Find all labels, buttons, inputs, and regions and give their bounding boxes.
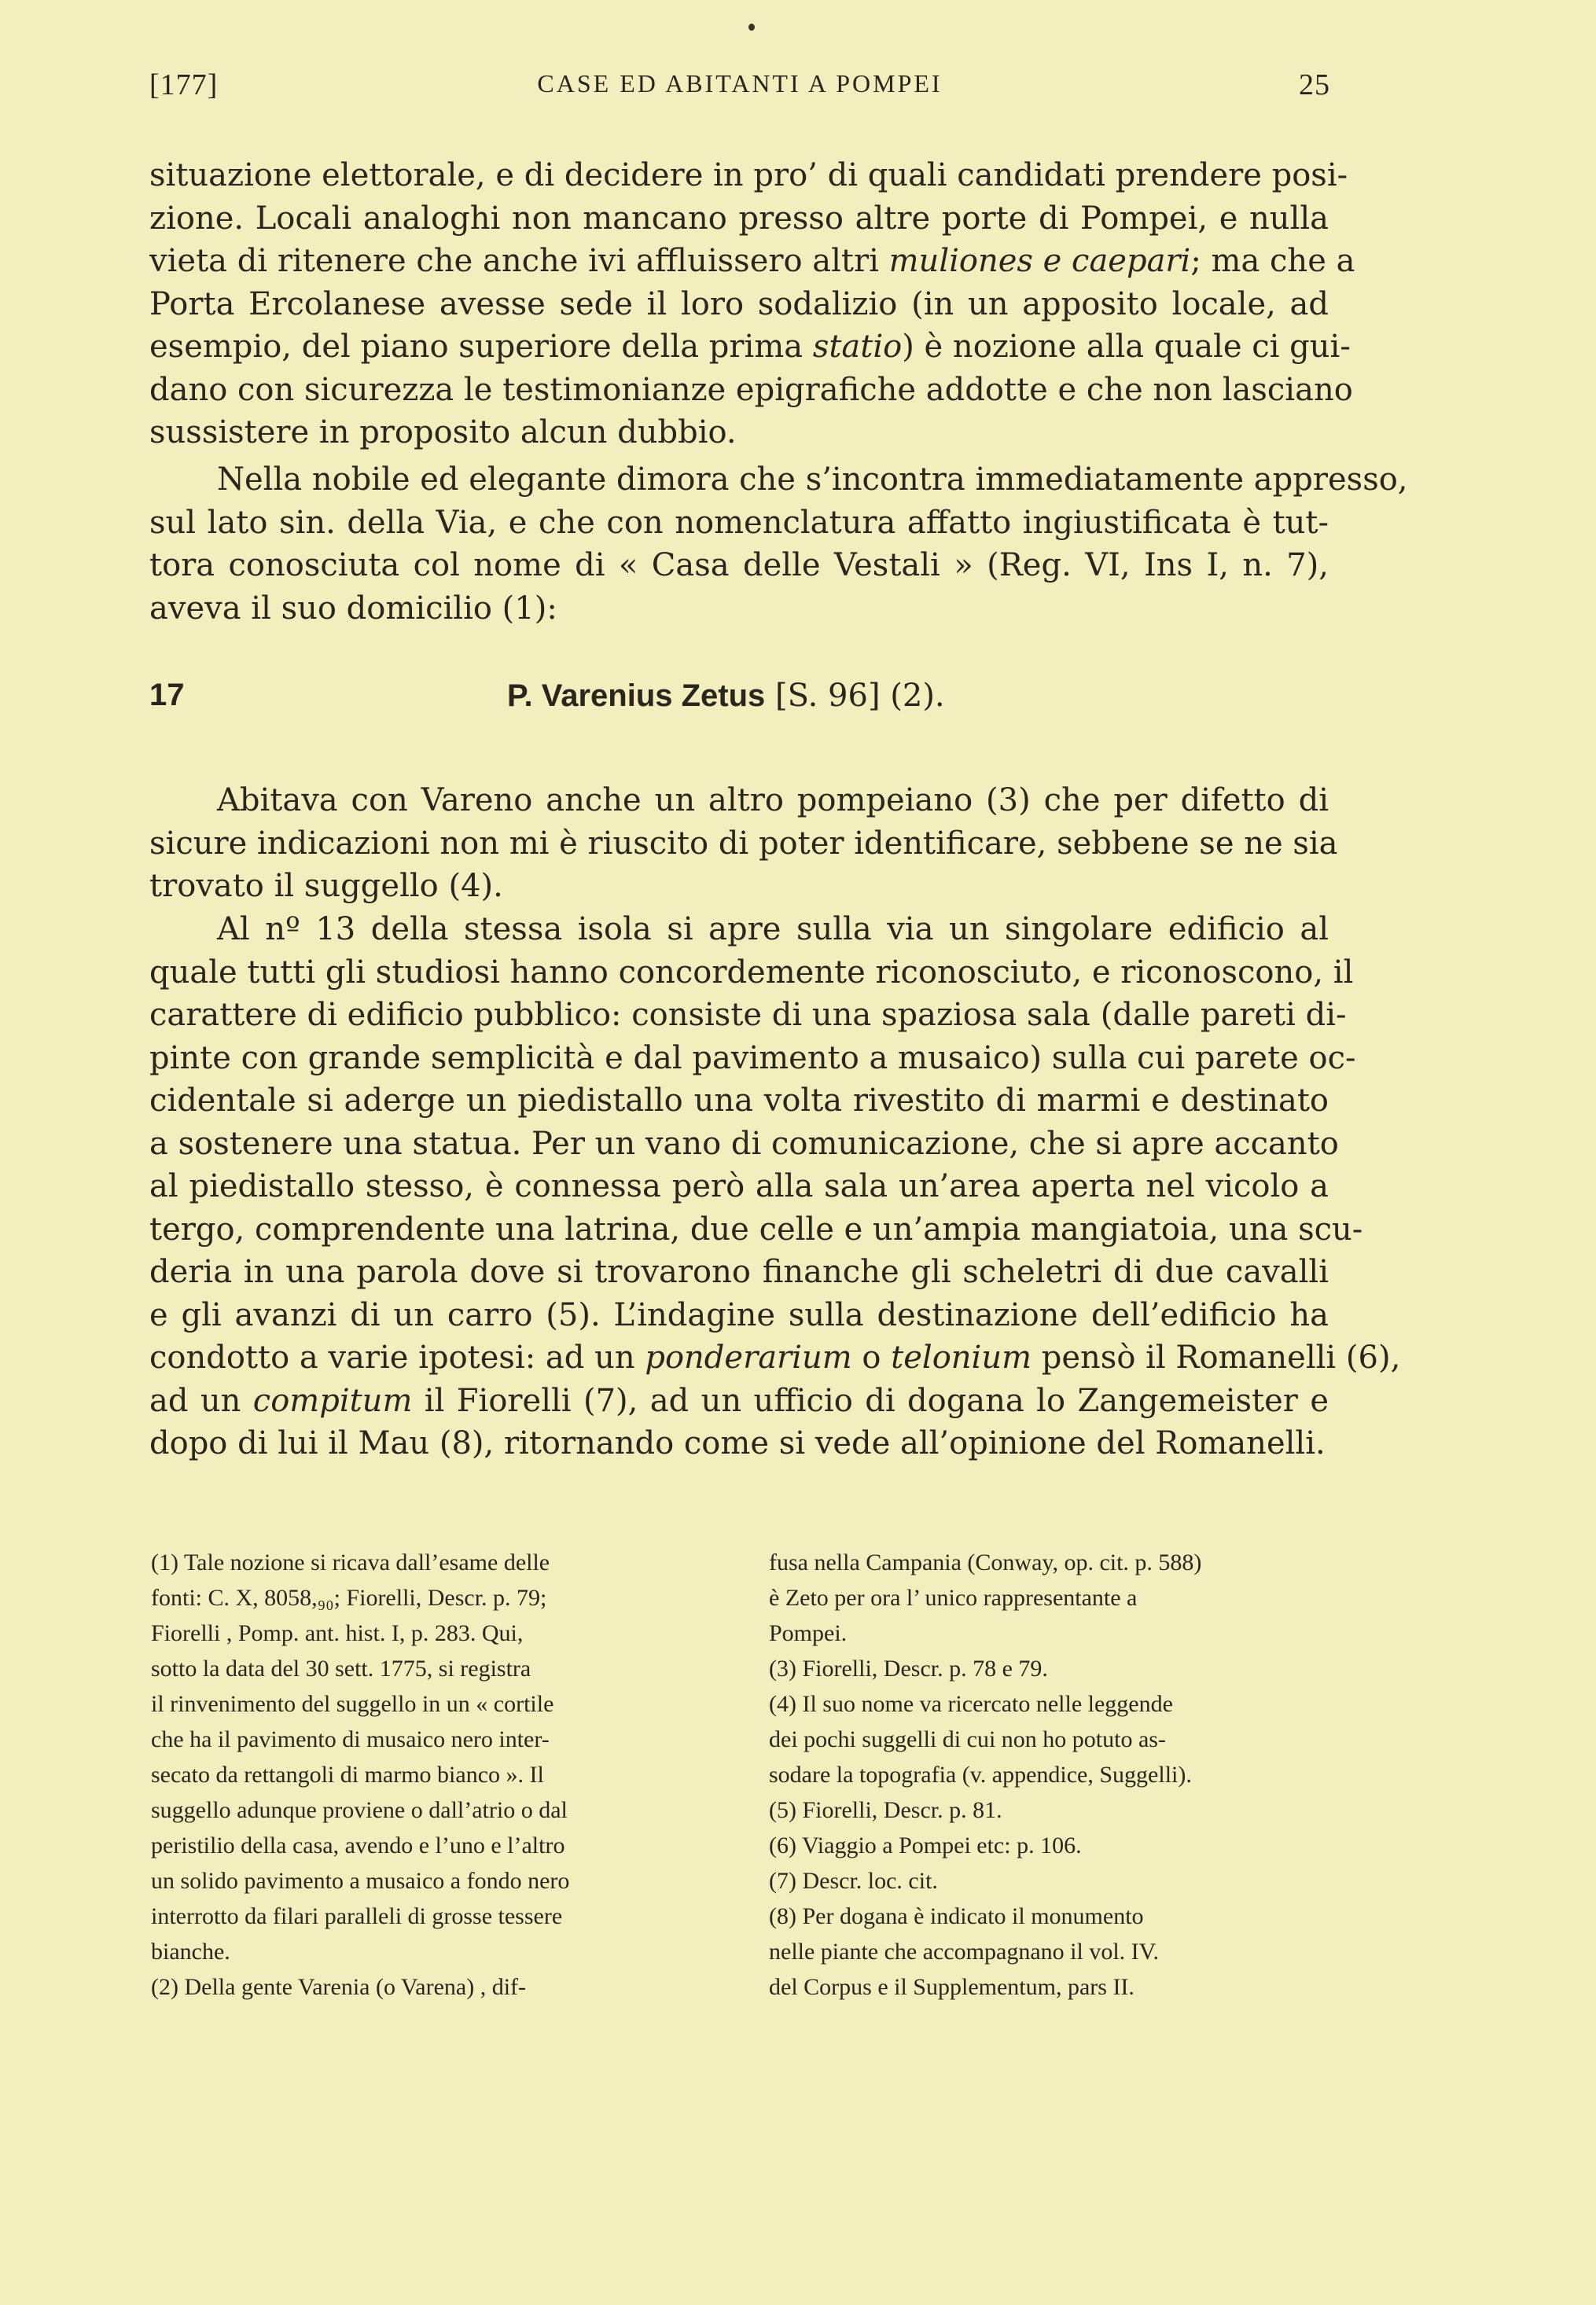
text-segment: esempio, del piano superiore della prima: [149, 329, 813, 365]
text-line: pinte con grande semplicità e dal pavimento a musaico) sulla cui parete oc-: [149, 1039, 1356, 1076]
text-segment: ad un: [149, 1382, 253, 1419]
italic-term: ponderarium: [645, 1340, 852, 1376]
text-line: sul lato sin. della Via, e che con nomenclatura affatto ingiustificata è tut-: [149, 504, 1329, 541]
text-line: tora conosciuta col nome di « Casa delle Vestali » (Reg. VI, Ins I, n. 7),: [149, 547, 1329, 583]
footnotes-left: [151, 1545, 717, 2005]
footnote-line: Fiorelli , Pomp. ant. hist. I, p. 283. Qui,: [151, 1620, 524, 1646]
text-line: Nella nobile ed elegante dimora che s’incontra immediatamente appresso,: [217, 461, 1408, 498]
text-line: sicure indicazioni non mi è riuscito di poter identificare, sebbene se ne sia: [149, 825, 1338, 862]
footnote-line: un solido pavimento a musaico a fondo nero: [151, 1868, 570, 1894]
text-line: Abitava con Vareno anche un altro pompeiano (3) che per difetto di: [217, 782, 1329, 818]
footnote-line: peristilio della casa, avendo e l’uno e l’altro: [151, 1833, 565, 1858]
footnotes-right: [769, 1545, 1337, 2005]
footnote-line: (1) Tale nozione si ricava dall’esame delle: [151, 1550, 550, 1575]
text-line: sussistere in proposito alcun dubbio.: [149, 414, 737, 450]
footnote-line: sodare la topografia (v. appendice, Suggelli).: [769, 1762, 1192, 1788]
footnote-line: (4) Il suo nome va ricercato nelle leggende: [769, 1691, 1173, 1717]
footnote-line: (5) Fiorelli, Descr. p. 81.: [769, 1797, 1002, 1823]
footnote-line: è Zeto per ora l’ unico rappresentante a: [769, 1585, 1138, 1611]
text-line: trovato il suggello (4).: [149, 868, 503, 904]
text-segment: condotto a varie ipotesi: ad un: [149, 1340, 645, 1376]
footnote-line: dei pochi suggelli di cui non ho potuto as-: [769, 1726, 1166, 1752]
text-line: [149, 1380, 1329, 1423]
entry-heading: [149, 678, 1329, 725]
text-line: Porta Ercolanese avesse sede il loro sodalizio (in un apposito locale, ad: [149, 285, 1329, 322]
footnote-line: (8) Per dogana è indicato il monumento: [769, 1903, 1144, 1929]
footnote-line: suggello adunque proviene o dall’atrio o dal: [151, 1797, 568, 1823]
text-line: cidentale si aderge un piedistallo una volta rivestito di marmi e destinato: [149, 1083, 1329, 1119]
text-line: aveva il suo domicilio (1):: [149, 590, 557, 627]
text-line: dopo di lui il Mau (8), ritornando come si vede all’opinione del Romanelli.: [149, 1425, 1326, 1461]
text-segment: il Fiorelli (7), ad un ufficio di dogana lo Zangemeister e: [412, 1382, 1329, 1419]
page-number: 25: [1299, 68, 1330, 101]
paragraph-2: [149, 458, 1408, 630]
text-segment: ) è nozione alla quale ci gui-: [902, 329, 1351, 365]
text-segment: pensò il Romanelli (6),: [1032, 1340, 1401, 1376]
paragraph-1: [149, 154, 1355, 454]
footnote-line: (6) Viaggio a Pompei etc: p. 106.: [769, 1833, 1082, 1858]
footnote-line: che ha il pavimento di musaico nero inter-: [151, 1726, 550, 1752]
header-title: CASE ED ABITANTI A POMPEI: [537, 69, 943, 97]
footnote-line: il rinvenimento del suggello in un « cortile: [151, 1691, 554, 1717]
text-line: al piedistallo stesso, è connessa però alla sala un’area aperta nel vicolo a: [149, 1168, 1329, 1204]
text-line: a sostenere una statua. Per un vano di comunicazione, che si apre accanto: [149, 1125, 1339, 1162]
italic-term: statio: [812, 329, 903, 365]
ink-spot: [748, 24, 755, 31]
footnote-line: fonti: C. X, 8058,₉₀; Fiorelli, Descr. p. 79;: [151, 1585, 547, 1611]
footnote-line: (2) Della gente Varenia (o Varena) , dif-: [151, 1974, 527, 2000]
entry-ref: [S. 96] (2).: [765, 678, 945, 714]
text-line: Al nº 13 della stessa isola si apre sulla via un singolare edificio al: [217, 911, 1329, 947]
text-line: situazione elettorale, e di decidere in pro’ di quali candidati prendere posi-: [149, 157, 1348, 193]
running-header: [149, 68, 1330, 112]
footnote-line: (7) Descr. loc. cit.: [769, 1868, 938, 1894]
footnote-line: del Corpus e il Supplementum, pars II.: [769, 1974, 1134, 2000]
text-segment: vieta di ritenere che anche ivi affluissero altri: [149, 243, 889, 279]
text-line: quale tutti gli studiosi hanno concordemente riconosciuto, e riconoscono, il: [149, 954, 1354, 991]
footnote-line: interrotto da filari paralleli di grosse tessere: [151, 1903, 563, 1929]
paragraph-3: [149, 779, 1338, 908]
entry-name: P. Varenius Zetus: [507, 678, 766, 713]
text-segment: ; ma che a: [1190, 243, 1355, 279]
text-line: tergo, comprendente una latrina, due celle e un’ampia mangiatoia, una scu-: [149, 1211, 1363, 1248]
footnote-line: nelle piante che accompagnano il vol. IV.: [769, 1939, 1159, 1965]
footnote-line: Pompei.: [769, 1620, 848, 1646]
text-line: [149, 240, 1355, 283]
text-line: carattere di edificio pubblico: consiste di una spaziosa sala (dalle pareti di-: [149, 997, 1347, 1033]
text-line: [149, 325, 1351, 369]
footnote-line: (3) Fiorelli, Descr. p. 78 e 79.: [769, 1656, 1048, 1682]
text-line: [149, 1336, 1401, 1380]
entry-number: 17: [149, 678, 185, 712]
italic-term: compitum: [252, 1382, 413, 1419]
text-line: dano con sicurezza le testimonianze epigrafiche addotte e che non lasciano: [149, 371, 1353, 408]
footnote-line: fusa nella Campania (Conway, op. cit. p. 588): [769, 1550, 1202, 1575]
footnote-line: bianche.: [151, 1939, 230, 1965]
footnote-line: secato da rettangoli di marmo bianco ». Il: [151, 1762, 544, 1788]
text-segment: o: [851, 1340, 892, 1376]
italic-term: telonium: [891, 1340, 1032, 1376]
paragraph-4: [149, 908, 1401, 1465]
italic-term: muliones e caepari: [888, 243, 1191, 279]
text-line: deria in una parola dove si trovarono finanche gli scheletri di due cavalli: [149, 1254, 1329, 1290]
text-line: e gli avanzi di un carro (5). L’indagine sulla destinazione dell’edificio ha: [149, 1296, 1329, 1333]
footnote-line: sotto la data del 30 sett. 1775, si registra: [151, 1656, 531, 1682]
text-line: zione. Locali analoghi non mancano presso altre porte di Pompei, e nulla: [149, 200, 1329, 237]
header-ref: [177]: [149, 68, 219, 101]
entry-name-line: [507, 678, 945, 714]
